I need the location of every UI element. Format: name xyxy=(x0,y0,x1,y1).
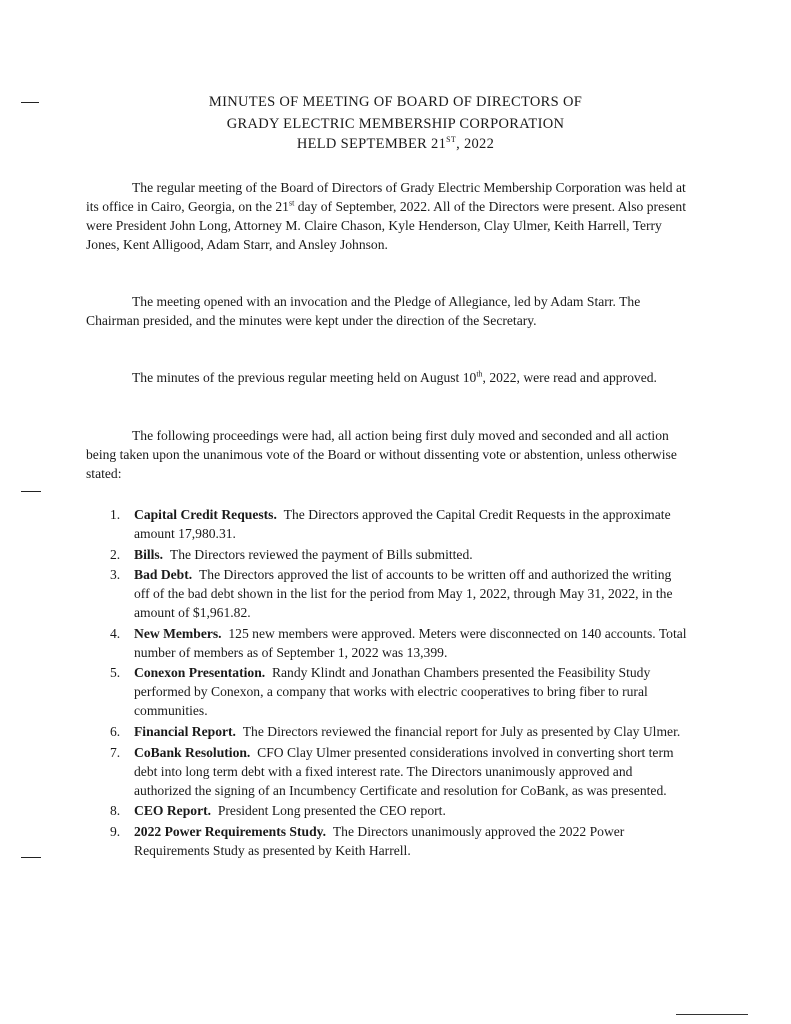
margin-mark xyxy=(21,857,41,858)
item-text: Randy Klindt and Jonathan Chambers presented the Feasibility Study performed by Conexon, a company that works with electric cooperatives to bring fiber to rural communities. xyxy=(134,665,651,719)
item-heading: Bills. xyxy=(134,546,164,562)
organization-name: GRADY ELECTRIC MEMBERSHIP CORPORATION xyxy=(226,116,565,132)
item-heading: Conexon Presentation. xyxy=(134,665,266,681)
item-text: The Directors reviewed the payment of Bills submitted. xyxy=(169,546,473,562)
item-number: 8. xyxy=(110,803,121,819)
minutes-approval-paragraph: The minutes of the previous regular meeting held on August 10th, 2022, were read and approved. xyxy=(132,369,657,385)
item-heading: Capital Credit Requests. xyxy=(134,507,277,522)
margin-mark xyxy=(21,491,41,492)
item-heading: Financial Report. xyxy=(134,723,236,739)
item-text: CFO Clay Ulmer presented considerations involved in converting short term debt into long term debt with a fixed interest rate. The Directors unanimously approved and authorized the signing of an Incumbency Certificate and resolution for CoBank, as was presented. xyxy=(134,744,674,798)
list-item xyxy=(110,565,688,622)
list-item xyxy=(110,743,688,800)
item-number: 3. xyxy=(110,567,121,583)
item-number: 6. xyxy=(110,723,121,739)
item-heading: CoBank Resolution. xyxy=(134,744,251,760)
item-text: The Directors unanimously approved the 2022 Power Requirements Study as presented by Keith Harrell. xyxy=(134,823,625,858)
proceedings-list xyxy=(110,505,688,861)
item-number: 5. xyxy=(110,665,121,681)
meeting-date: HELD SEPTEMBER 21ST, 2022 xyxy=(296,135,495,152)
list-item xyxy=(110,822,688,860)
item-number: 7. xyxy=(110,744,121,760)
item-heading: CEO Report. xyxy=(134,803,212,819)
item-heading: New Members. xyxy=(134,625,222,641)
list-item xyxy=(110,505,688,543)
item-number: 1. xyxy=(110,507,121,522)
list-item xyxy=(110,545,688,564)
signature-line xyxy=(676,1014,748,1015)
item-heading: 2022 Power Requirements Study. xyxy=(134,823,327,839)
item-text: The Directors reviewed the financial report for July as presented by Clay Ulmer. xyxy=(242,723,681,739)
list-item xyxy=(110,801,688,820)
document-title: MINUTES OF MEETING OF BOARD OF DIRECTORS OF xyxy=(208,94,583,110)
list-item xyxy=(110,624,688,662)
item-text: 125 new members were approved. Meters were disconnected on 140 accounts. Total number of members as of September 1, 2022 was 13,399. xyxy=(134,625,687,660)
item-number: 2. xyxy=(110,546,121,562)
item-text: The Directors approved the list of accounts to be written off and authorized the writing off of the bad debt shown in the list for the period from May 1, 2022, through May 31, 2022, in the amount of $1,961.82. xyxy=(134,567,673,621)
item-text: President Long presented the CEO report. xyxy=(217,803,446,819)
item-number: 4. xyxy=(110,625,121,641)
list-item xyxy=(110,663,688,720)
item-number: 9. xyxy=(110,823,121,839)
item-heading: Bad Debt. xyxy=(134,567,193,583)
opening-paragraph: The meeting opened with an invocation and the Pledge of Allegiance, led by Adam Starr. The Chairman presided, and the minutes were kept under the direction of the Secretary. xyxy=(86,294,641,328)
attendance-paragraph: The regular meeting of the Board of Directors of Grady Electric Membership Corporation was held at its office in Cairo, Georgia, on the 21st day of September, 2022. All of the Directors were present. Also present were President John Long, Attorney M. Claire Chason, Kyle Henderson, Clay Ulmer, Keith Harrell, Terry Jones, Kent Alligood, Adam Starr, and Ansley Johnson. xyxy=(86,180,687,252)
list-item xyxy=(110,722,688,741)
proceedings-paragraph: The following proceedings were had, all action being first duly moved and seconded and all action being taken upon the unanimous vote of the Board or without dissenting vote or abstention, unless otherwise stated: xyxy=(86,428,677,481)
item-text: The Directors approved the Capital Credit Requests in the approximate amount 17,980.31. xyxy=(134,507,671,541)
